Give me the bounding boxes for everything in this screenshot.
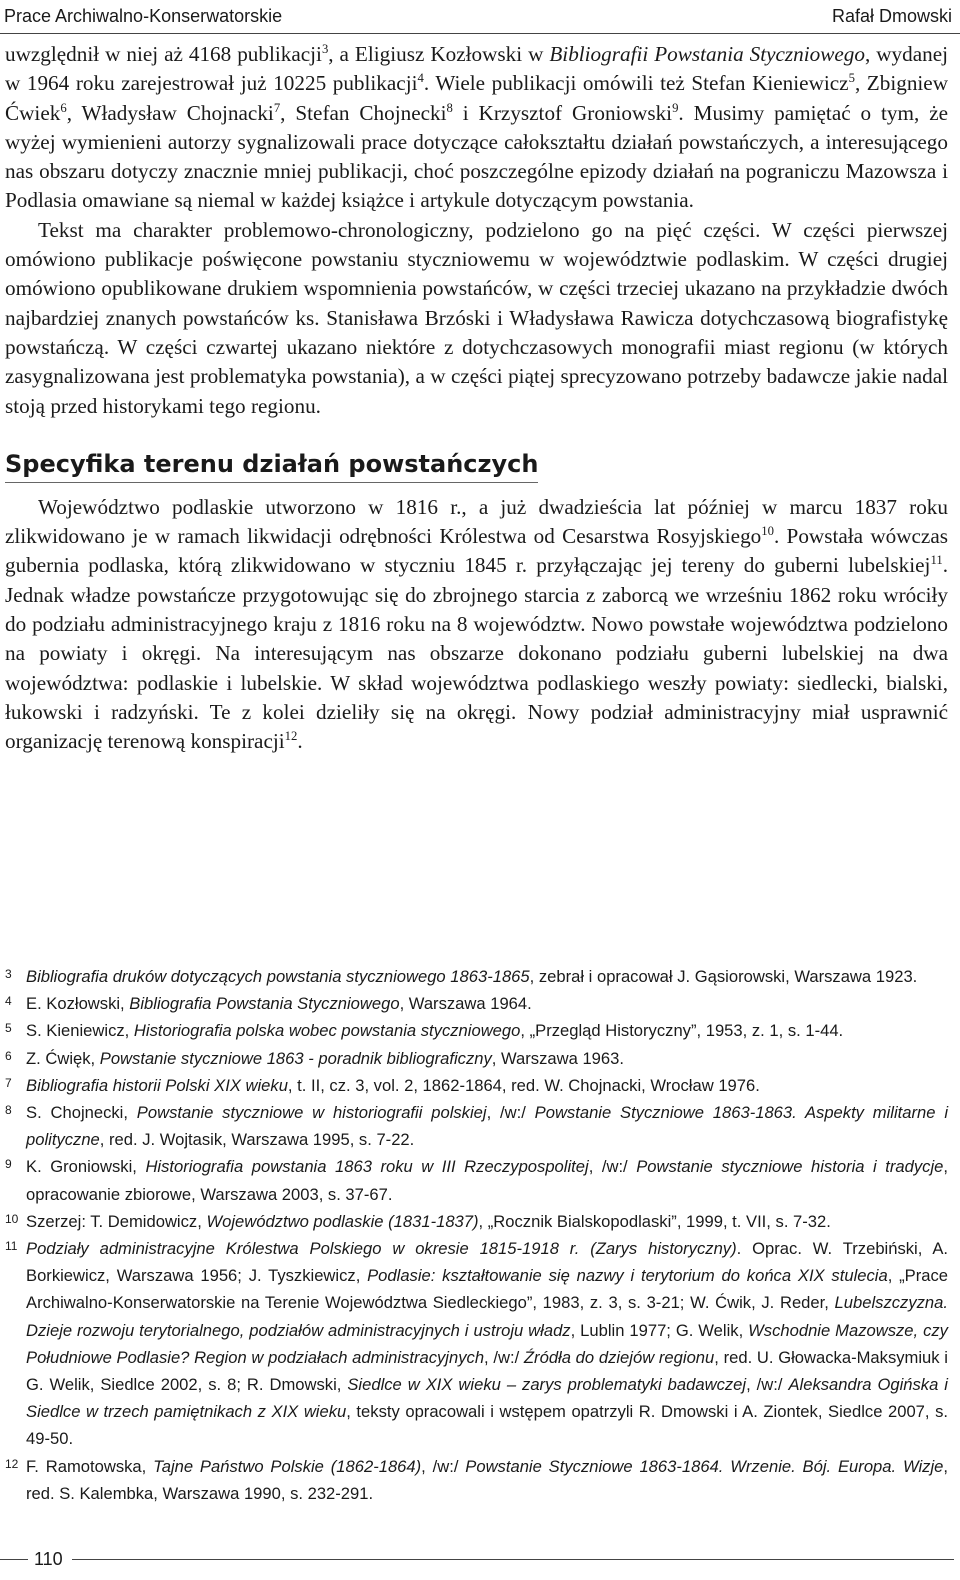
footer-rule-left	[0, 1559, 28, 1560]
page-number: 110	[34, 1549, 63, 1569]
footer-rule-right	[72, 1559, 954, 1560]
text-run: , Warszawa 1964.	[399, 994, 532, 1014]
text-run: , /w:/	[484, 1347, 524, 1367]
italic-title: Powstanie styczniowe historia i tradycje	[636, 1157, 944, 1177]
footnote-number: 8	[5, 1103, 12, 1118]
footnote-ref-10[interactable]: 10	[761, 524, 774, 539]
text-run: S. Kieniewicz,	[26, 1021, 134, 1041]
footnote-text	[26, 1017, 948, 1044]
text-run: i Krzysztof Groniowski	[452, 100, 673, 125]
footnote-7	[5, 1072, 948, 1099]
text-run: , a Eligiusz Kozłowski w	[328, 42, 550, 66]
journal-title: Prace Archiwalno-Konserwatorskie	[4, 6, 283, 26]
text-run: E. Kozłowski,	[26, 994, 130, 1014]
text-run: , wydanej w 1964 roku zarejestrował już 10225 publikacji	[5, 42, 949, 96]
footnote-number: 12	[5, 1456, 19, 1471]
text-run: , „Prace Archiwalno-Konserwatorskie na Terenie Województwa Siedleckiego”, 1983, z. 3, s. 3-21; W. Ćwik, J. Reder,	[26, 1266, 948, 1313]
footnote-text	[26, 990, 948, 1017]
italic-title: Wschodnie Mazowsze, czy Południowe Podlasie? Region w podziałach administracyjnych	[26, 1320, 948, 1367]
main-text	[5, 40, 948, 757]
text-run: Szerzej: T. Demidowicz,	[26, 1211, 207, 1231]
footnote-text	[26, 1045, 948, 1072]
footnote-ref-8[interactable]: 8	[446, 100, 453, 115]
text-run: , red. J. Wojtasik, Warszawa 1995, s. 7-22.	[99, 1130, 415, 1150]
italic-title: Województwo podlaskie (1831-1837)	[206, 1211, 479, 1231]
footnote-8	[5, 1099, 948, 1153]
text-run: . Musimy pamiętać o tym, że wyżej wymienieni autorzy sygnalizowali prace dotyczące całokształtu działań powstańczych, a interesującego nas obszaru dotyczy znacznie mniej publikacji, choć poszczególne epizody działań na pograniczu Mazowsza i Podlasia omawiane są niemal w każdej książce i artykule dotyczącym powstania.	[5, 100, 948, 213]
text-run: K. Groniowski,	[26, 1157, 146, 1177]
text-run: , Lublin 1977; G. Welik,	[570, 1320, 749, 1340]
footnote-ref-4[interactable]: 4	[417, 71, 424, 86]
running-header	[0, 0, 960, 34]
footnote-text	[26, 1208, 948, 1235]
text-run: , /w:/	[746, 1375, 789, 1395]
italic-title: Lubelszczyzna. Dzieje rozwoju terytorialnego, podziałów administracyjnych i ustroju władz	[26, 1293, 948, 1340]
italic-title: Aleksandra Ogińska i Siedlce w trzech pamiętnikach z XIX wieku	[26, 1375, 948, 1422]
footnote-11	[5, 1235, 948, 1453]
italic-title: Źródła do dziejów regionu	[523, 1347, 715, 1367]
italic-title: Podziały administracyjne Królestwa Polskiego w okresie 1815-1918 r. (Zarys historyczny)	[26, 1239, 737, 1259]
text-run: S. Chojnecki,	[26, 1103, 137, 1123]
paragraph-2: Tekst ma charakter problemowo-chronologiczny, podzielono go na pięć części. W części pierwszej omówiono publikacje poświęcone powstaniu styczniowemu w województwie podlaskim. W części drugiej omówiono opublikowane drukiem wspomnienia powstańców, w części trzeciej ukazano na przykładzie dwóch najbardziej znanych powstańców ks. Stanisława Brzóski i Władysława Rawicza dotychczasową biografistykę powstańczą. W części czwartej ukazano niektóre z dotychczasowych monografii miast regionu (w których zasygnalizowana jest problematyka powstania), a w części piątej sprecyzowano potrzeby badawcze jakie nadal stoją przed historykami tego regionu.	[5, 217, 948, 418]
page-footer	[0, 1548, 960, 1570]
italic-title: Powstanie styczniowe 1863 - poradnik bibliograficzny	[99, 1048, 492, 1068]
text-run: uwzględnił w niej aż 4168 publikacji	[5, 42, 322, 66]
footnote-number: 7	[5, 1075, 12, 1090]
text-run: Z. Ćwięk,	[26, 1048, 100, 1068]
text-run: , zebrał i opracował J. Gąsiorowski, Warszawa 1923.	[529, 967, 918, 986]
text-run: , Warszawa 1963.	[491, 1048, 624, 1068]
text-run: . Jednak władze powstańcze przygotowując się do zbrojnego starcia z zaborcą we wrześniu 1862 roku wróciły do podziału administracyjnego kraju z 1816 roku na 8 województw. Nowo powstałe województwa podzielono na powiaty i okręgi. Na interesującym nas obszarze dokonano podziału guberni lubelskiej na dwa województwa: podlaskie i lubelskie. W skład województwa podlaskiego weszły powiaty: siedlecki, bialski, łukowski i radzyński. Te z kolei dzieliły się na okręgi. Nowy podział administracyjny miał usprawnić organizację terenową konspiracji	[5, 553, 948, 754]
footnote-number: 3	[5, 967, 12, 981]
footnote-number: 11	[5, 1239, 18, 1254]
footnote-text	[26, 1099, 948, 1153]
footnote-text	[26, 1072, 948, 1099]
text-run: , Władysław Chojnacki	[66, 100, 274, 125]
text-run: , red. S. Kalembka, Warszawa 1990, s. 232-291.	[26, 1456, 948, 1503]
italic-title: Historiografia polska wobec powstania styczniowego	[133, 1021, 521, 1041]
footnote-12	[5, 1453, 948, 1507]
italic-title: Siedlce w XIX wieku – zarys problematyki badawczej	[347, 1375, 747, 1395]
italic-title: Powstanie styczniowe w historiografii polskiej	[136, 1103, 487, 1123]
footnote-text	[26, 1235, 948, 1453]
footnote-text	[26, 963, 948, 990]
footnote-number: 6	[5, 1048, 12, 1063]
footnote-ref-7[interactable]: 7	[273, 100, 281, 115]
text-run: , „Rocznik Bialskopodlaski”, 1999, t. VII, s. 7-32.	[478, 1211, 831, 1231]
text-run: F. Ramotowska,	[26, 1456, 154, 1476]
footnote-number: 9	[5, 1157, 12, 1172]
footnote-ref-6[interactable]: 6	[60, 100, 67, 115]
text-run: , opracowanie zbiorowe, Warszawa 2003, s. 37-67.	[26, 1157, 948, 1204]
text-run: , teksty opracowali i wstępem opatrzyli R. Dmowski i A. Ziontek, Siedlce 2007, s. 49-50.	[26, 1402, 948, 1449]
footnote-3	[5, 963, 948, 990]
italic-title: Powstanie Styczniowe 1863-1863. Aspekty militarne i polityczne	[26, 1103, 949, 1150]
section-heading: Specyfika terenu działań powstańczych	[5, 447, 538, 483]
text-run: . Oprac. W. Trzebiński, A. Borkiewicz, Warszawa 1956; J. Tyszkiewicz,	[26, 1239, 949, 1286]
footnote-5	[5, 1017, 948, 1044]
text-run: , /w:/	[421, 1456, 466, 1476]
footnotes	[5, 963, 948, 1507]
italic-title: Historiografia powstania 1863 roku w III Rzeczypospolitej	[145, 1157, 589, 1177]
text-run: , t. II, cz. 3, vol. 2, 1862-1864, red. W. Chojnacki, Wrocław 1976.	[287, 1075, 760, 1095]
footnote-number: 4	[5, 994, 12, 1009]
italic-title: Bibliografia druków dotyczących powstania styczniowego 1863-1865	[26, 967, 530, 986]
italic-title: Podlasie: kształtowanie się nazwy i terytorium do końca XIX stulecia	[367, 1266, 888, 1286]
footnote-10	[5, 1208, 948, 1235]
italic-title: Bibliografia historii Polski XIX wieku	[26, 1075, 288, 1095]
text-run: , Stefan Chojnecki	[280, 100, 447, 125]
footnote-ref-11[interactable]: 11	[930, 553, 943, 568]
text-run: , red. U. Głowacka-Maksymiuk i G. Welik, Siedlce 2002, s. 8; R. Dmowski,	[26, 1347, 948, 1395]
footnote-ref-9[interactable]: 9	[672, 100, 679, 115]
footnote-number: 10	[5, 1211, 19, 1226]
footnote-6	[5, 1045, 948, 1072]
text-run: , Zbigniew Ćwiek	[5, 71, 949, 125]
footnote-ref-5[interactable]: 5	[848, 71, 855, 86]
text-run: , /w:/	[486, 1103, 535, 1123]
italic-title: Powstanie Styczniowe 1863-1864. Wrzenie. Bój. Europa. Wizje	[465, 1456, 944, 1476]
footnote-text	[26, 1153, 948, 1207]
paragraph-3	[5, 493, 948, 757]
author-name: Rafał Dmowski	[831, 6, 952, 26]
footnote-text	[26, 1453, 948, 1507]
text-run: . Powstała wówczas gubernia podlaska, którą zlikwidowano w styczniu 1845 r. przyłączając jej tereny do guberni lubelskiej	[5, 524, 948, 578]
text-run: . Wiele publikacji omówili też Stefan Kieniewicz	[423, 71, 849, 96]
footnote-ref-12[interactable]: 12	[284, 729, 298, 744]
footnote-number: 5	[5, 1021, 12, 1036]
italic-title: Bibliografia Powstania Styczniowego	[129, 994, 400, 1014]
text-run: Województwo podlaskie utworzono w 1816 r., a już dwadzieścia lat później w marcu 1837 roku zlikwidowano je w ramach likwidacji odrębności Królestwa od Cesarstwa Rosyjskiego	[5, 494, 948, 549]
text-run: .	[297, 729, 303, 754]
italic-title: Bibliografii Powstania Styczniowego	[549, 42, 865, 66]
text-run: , „Przegląd Historyczny”, 1953, z. 1, s. 1-44.	[520, 1021, 844, 1041]
footnote-ref-3[interactable]: 3	[321, 41, 329, 56]
footnote-4	[5, 990, 948, 1017]
italic-title: Tajne Państwo Polskie (1862-1864)	[153, 1456, 422, 1476]
text-run: , /w:/	[588, 1157, 637, 1177]
footnote-9	[5, 1153, 948, 1207]
paragraph-1	[5, 40, 948, 216]
